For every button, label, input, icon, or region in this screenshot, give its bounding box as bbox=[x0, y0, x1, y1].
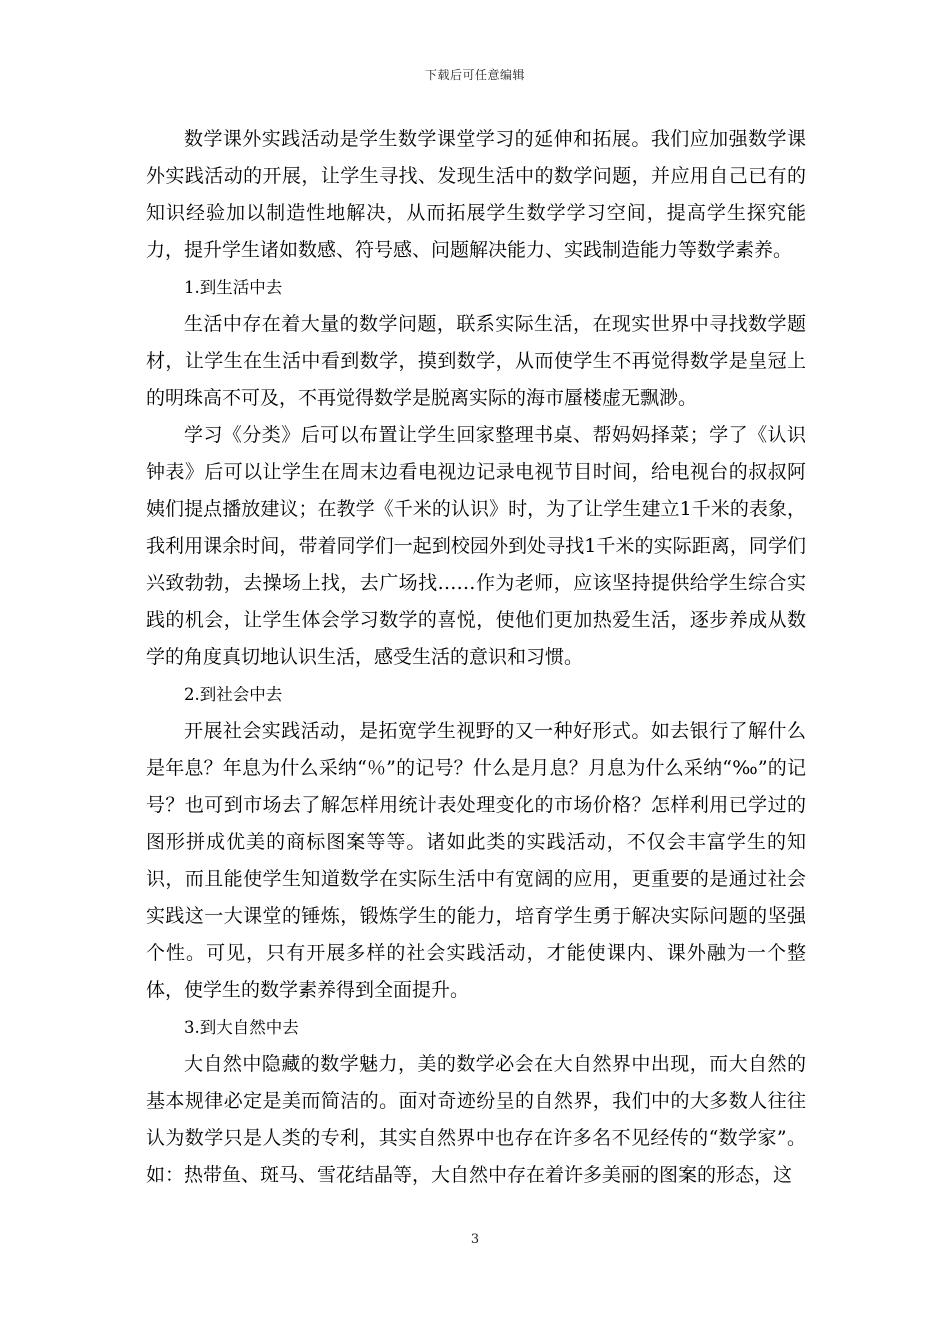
section-heading-society: 2.到社会中去 bbox=[184, 685, 283, 704]
paragraph-life: 生活中存在着大量的数学问题，联系实际生活，在现实世界中寻找数学题材，让学生在生活中看到数学，摸到数学，从而使学生不再觉得数学是皇冠上的明珠高不可及，不再觉得数学是脱离实际的海市蜃楼虚无飘渺。 bbox=[146, 313, 806, 409]
page-number: 3 bbox=[470, 1232, 480, 1247]
paragraph-intro: 数学课外实践活动是学生数学课堂学习的延伸和拓展。我们应加强数学课外实践活动的开展，让学生寻找、发现生活中的数学问题，并应用自己已有的知识经验加以制造性地解决，从而拓展学生数学学习空间，提高学生探究能力，提升学生诸如数感、符号感、问题解决能力、实践制造能力等数学素养。 bbox=[146, 128, 806, 261]
paragraph-society: 开展社会实践活动，是拓宽学生视野的又一种好形式。如去银行了解什么是年息？年息为什么采纳“％”的记号？什么是月息？月息为什么采纳“‰”的记号？也可到市场去了解怎样用统计表处理变化的市场价格？怎样利用已学过的图形拼成优美的商标图案等等。诸如此类的实践活动，不仅会丰富学生的知识，而且能使学生知道数学在实际生活中有宽阔的应用，更重要的是通过社会实践这一大课堂的锤炼，锻炼学生的能力，培育学生勇于解决实际问题的坚强个性。可见，只有开展多样的社会实践活动，才能使课内、课外融为一个整体，使学生的数学素养得到全面提升。 bbox=[146, 720, 806, 1001]
paragraph-nature: 大自然中隐藏的数学魅力，美的数学必会在大自然界中出现，而大自然的基本规律必定是美而简洁的。面对奇迹纷呈的自然界，我们中的大多数人往往认为数学只是人类的专利，其实自然界中也存在许多名不见经传的“数学家”。如：热带鱼、斑马、雪花结晶等，大自然中存在着许多美丽的图案的形态，这 bbox=[146, 1053, 806, 1186]
section-heading-nature: 3.到大自然中去 bbox=[184, 1018, 299, 1037]
document-body bbox=[146, 121, 806, 1194]
header-note: 下载后可任意编辑 bbox=[424, 68, 525, 82]
section-heading-life: 1.到生活中去 bbox=[184, 278, 283, 297]
paragraph-life-examples: 学习《分类》后可以布置让学生回家整理书桌、帮妈妈择菜；学了《认识钟表》后可以让学生在周末边看电视边记录电视节目时间，给电视台的叔叔阿姨们提点播放建议；在教学《千米的认识》时，为了让学生建立1千米的表象，我利用课余时间，带着同学们一起到校园外到处寻找1千米的实际距离，同学们兴致勃勃，去操场上找，去广场找……作为老师，应该坚持提供给学生综合实践的机会，让学生体会学习数学的喜悦，使他们更加热爱生活，逐步养成从数学的角度真切地认识生活，感受生活的意识和习惯。 bbox=[146, 424, 806, 668]
